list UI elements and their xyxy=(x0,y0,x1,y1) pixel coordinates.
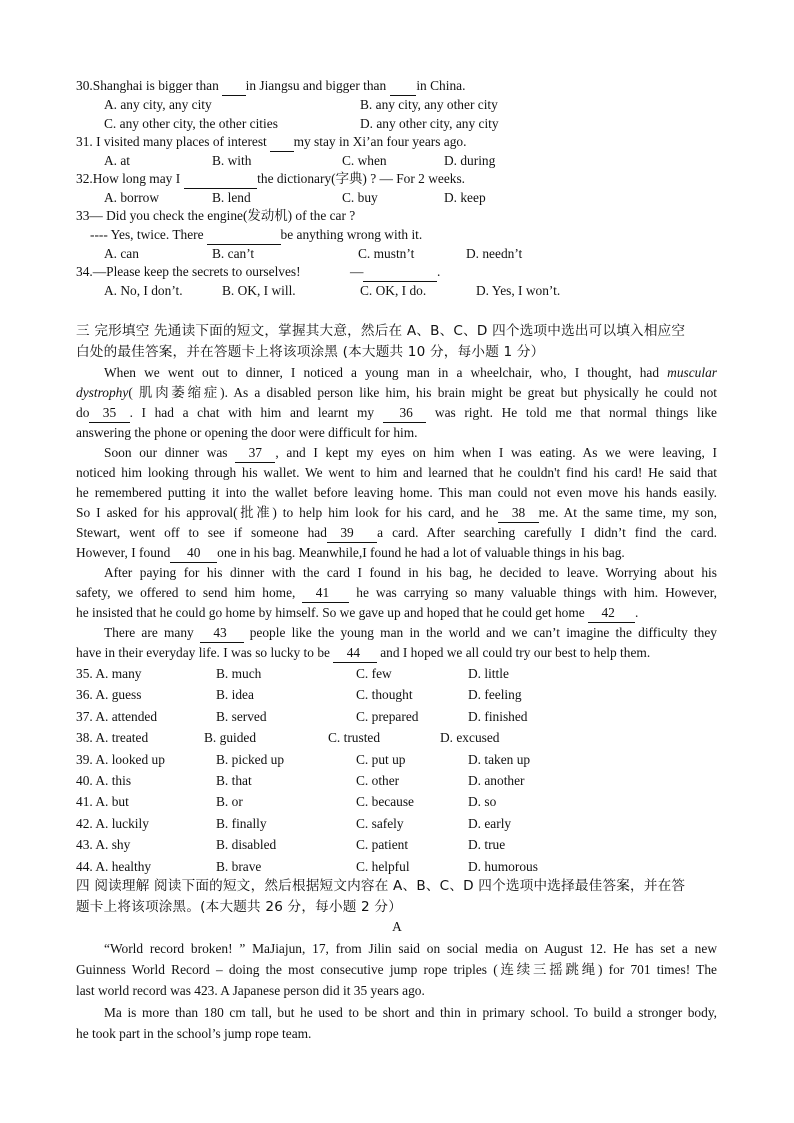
text-span: ( 肌肉萎缩症). As a disabled person like him, his brain might be great but physically he could not xyxy=(128,385,717,400)
italic-term: dystrophy xyxy=(76,385,129,400)
answer-blank[interactable]: 44 xyxy=(333,644,377,663)
cloze-option-c[interactable]: C. few xyxy=(356,666,392,681)
text-span: I visited many places of interest xyxy=(92,134,271,149)
cloze-option-row: 36. A. guess xyxy=(76,687,142,703)
question-31-option-d[interactable]: D. during xyxy=(444,153,496,168)
cloze-option-row: 37. A. attended xyxy=(76,708,158,724)
cloze-option-d[interactable]: D. finished xyxy=(468,708,528,724)
section-4-heading: 四 阅读理解 阅读下面的短文，然后根据短文内容在 A、B、C、D 四个选项中选择最佳答案，并在答 xyxy=(76,878,686,894)
text-span: he insisted that he could go home by himself. So we gave up and hoped that he could get home xyxy=(76,605,589,620)
question-33-stem: 33— Did you check the engine(发动机) of the car ? xyxy=(76,208,356,223)
cloze-option-d[interactable]: D. taken up xyxy=(468,751,531,767)
text-span: the dictionary(字典) ? — For 2 weeks. xyxy=(257,171,466,186)
cloze-option-d[interactable]: D. feeling xyxy=(468,687,522,703)
question-30-option-a[interactable]: A. any city, any city xyxy=(104,97,212,112)
cloze-option-row: 39. A. looked up xyxy=(76,751,165,767)
text-span: — Did you check the engine(发动机) of the car ? xyxy=(89,208,356,223)
cloze-option-c[interactable]: C. trusted xyxy=(328,730,381,746)
question-34-option-b[interactable]: B. OK, I will. xyxy=(222,283,296,298)
cloze-option-d[interactable]: D. little xyxy=(468,666,509,681)
text-span: So I asked for his approval(批准) to help him look for his card, and he xyxy=(76,505,499,520)
text-span: noticed him looking through his wallet. We went to him and learned that he couldn't find his card! He said that xyxy=(76,465,717,480)
cloze-option-d[interactable]: D. another xyxy=(468,773,525,788)
cloze-paragraph-3-line xyxy=(104,564,717,582)
text-span: in China. xyxy=(416,78,466,93)
text-span: There are many xyxy=(104,625,200,640)
answer-blank[interactable] xyxy=(363,263,437,282)
cloze-option-c[interactable]: C. thought xyxy=(356,687,413,703)
text-span: — xyxy=(350,264,364,279)
italic-term: muscular xyxy=(667,365,717,380)
text-span: After paying for his dinner with the card I found in his bag, he decided to leave. Worrying about his xyxy=(104,565,717,580)
cloze-option-c[interactable]: C. prepared xyxy=(356,708,419,724)
cloze-paragraph-2-line xyxy=(76,484,717,502)
answer-blank[interactable] xyxy=(184,170,258,189)
text-span: have in their everyday life. I was so lucky to be xyxy=(76,645,334,660)
answer-blank[interactable]: 39 xyxy=(327,524,377,543)
cloze-paragraph-2-line xyxy=(76,504,717,523)
cloze-paragraph-4-line xyxy=(104,624,717,643)
answer-blank[interactable]: 35 xyxy=(89,404,129,423)
question-34-option-c[interactable]: C. OK, I do. xyxy=(360,283,427,298)
reading-paragraph-2-line: Ma is more than 180 cm tall, but he used to be short and thin in primary school. To build a stronger body, xyxy=(104,1005,717,1020)
question-30-stem: 30.Shanghai is bigger than in Jiangsu and bigger than in China. xyxy=(76,77,465,96)
section-4-heading-cont: 题卡上将该项涂黑。(本大题共 26 分，每小题 2 分） xyxy=(76,899,403,915)
cloze-option-row: 44. A. healthy xyxy=(76,858,152,874)
question-32-option-d[interactable]: D. keep xyxy=(444,190,486,205)
text-span: safety, we offered to send him home, xyxy=(76,585,303,600)
cloze-option-b[interactable]: B. or xyxy=(216,794,243,810)
cloze-option-c[interactable]: C. put up xyxy=(356,751,406,767)
text-span: he was carrying so many valuable things with him. However, xyxy=(349,585,717,600)
cloze-option-c[interactable]: C. patient xyxy=(356,837,409,853)
text-span: was right. He told me that normal things like xyxy=(426,405,717,420)
text-span: ---- Yes, twice. There xyxy=(90,227,207,242)
text-span: be anything wrong with it. xyxy=(280,227,423,242)
section-3-heading: 三 完形填空 先通读下面的短文，掌握其大意，然后在 A、B、C、D 四个选项中选出可以填入相应空 xyxy=(76,323,686,339)
text-span: my stay in Xi’an four years ago. xyxy=(293,134,467,149)
text-span: How long may I xyxy=(92,171,184,186)
question-32-option-b[interactable]: B. lend xyxy=(212,190,251,205)
answer-blank[interactable] xyxy=(207,226,281,245)
text-span: and I hoped we all could try our best to help them. xyxy=(376,645,651,660)
cloze-paragraph-3-line xyxy=(76,604,638,623)
cloze-paragraph-2-line xyxy=(104,444,717,463)
cloze-paragraph-2-line xyxy=(76,464,717,482)
cloze-paragraph-1-line xyxy=(76,404,717,423)
text-span: —Please keep the secrets to ourselves! xyxy=(92,264,301,279)
reading-paragraph-1-line: Guinness World Record – doing the most consecutive jump rope triples (连续三摇跳绳) for 701 times! The xyxy=(76,962,717,977)
cloze-option-d[interactable]: D. so xyxy=(468,794,497,810)
cloze-option-row: 35. A. many xyxy=(76,666,142,681)
answer-blank[interactable]: 37 xyxy=(235,444,275,463)
answer-blank[interactable] xyxy=(270,133,293,152)
question-31-option-a[interactable]: A. at xyxy=(104,153,131,168)
text-span: one in his bag. Meanwhile,I found he had a lot of valuable things in his bag. xyxy=(217,545,625,560)
question-33-option-a[interactable]: A. can xyxy=(104,246,139,261)
section-3-heading-cont: 白处的最佳答案，并在答题卡上将该项涂黑 (本大题共 10 分，每小题 1 分） xyxy=(76,344,545,360)
cloze-option-d[interactable]: D. early xyxy=(468,815,512,831)
cloze-option-row: 38. A. treated xyxy=(76,730,149,746)
text-span: . I had a chat with him and learnt my xyxy=(129,405,383,420)
question-34-option-d[interactable]: D. Yes, I won’t. xyxy=(476,283,561,298)
reading-paragraph-2-line: he took part in the school’s jump rope team. xyxy=(76,1026,312,1041)
text-span: me. At the same time, my son, xyxy=(538,505,717,520)
reading-paragraph-1-line: “World record broken! ” MaJiajun, 17, from Jilin said on social media on August 12. He has set a new xyxy=(104,941,717,956)
cloze-paragraph-2-line xyxy=(76,524,717,543)
question-33-option-d[interactable]: D. needn’t xyxy=(466,246,523,261)
cloze-option-b[interactable]: B. idea xyxy=(216,687,254,703)
cloze-option-row: 42. A. luckily xyxy=(76,815,149,831)
question-30-option-d[interactable]: D. any other city, any city xyxy=(360,116,499,131)
cloze-option-d[interactable]: D. humorous xyxy=(468,858,538,874)
cloze-option-b[interactable]: B. finally xyxy=(216,815,267,831)
question-30-option-b[interactable]: B. any city, any other city xyxy=(360,97,498,112)
answer-blank[interactable]: 41 xyxy=(302,584,349,603)
cloze-paragraph-1-line xyxy=(104,364,717,382)
question-32-stem: 32.How long may I the dictionary(字典) ? — For 2 weeks. xyxy=(76,170,465,189)
text-span: answering the phone or opening the door were difficult for him. xyxy=(76,425,418,440)
cloze-paragraph-3-line xyxy=(76,584,717,603)
text-span: in Jiangsu and bigger than xyxy=(245,78,390,93)
question-33-reply xyxy=(90,226,422,245)
question-31-option-b[interactable]: B. with xyxy=(212,153,252,168)
question-34-option-a[interactable]: A. No, I don’t. xyxy=(104,283,183,298)
text-span: However, I found xyxy=(76,545,171,560)
text-span: . xyxy=(437,264,441,279)
question-30-option-c[interactable]: C. any other city, the other cities xyxy=(104,116,278,131)
answer-blank[interactable]: 43 xyxy=(200,624,244,643)
cloze-option-b[interactable]: B. brave xyxy=(216,858,262,874)
question-34-reply xyxy=(350,263,440,282)
cloze-option-b[interactable]: B. picked up xyxy=(216,751,285,767)
cloze-option-b[interactable]: B. disabled xyxy=(216,837,277,853)
question-31-option-c[interactable]: C. when xyxy=(342,153,387,168)
question-33-option-b[interactable]: B. can’t xyxy=(212,246,255,261)
question-32-option-c[interactable]: C. buy xyxy=(342,190,378,205)
cloze-option-b[interactable]: B. that xyxy=(216,773,252,788)
cloze-option-row: 41. A. but xyxy=(76,794,129,810)
answer-blank[interactable]: 40 xyxy=(170,544,217,563)
text-span: Soon our dinner was xyxy=(104,445,236,460)
cloze-option-d[interactable]: D. excused xyxy=(440,730,500,746)
cloze-option-c[interactable]: C. helpful xyxy=(356,858,410,874)
cloze-option-c[interactable]: C. because xyxy=(356,794,415,810)
cloze-paragraph-1-line xyxy=(76,424,418,442)
text-span: Stewart, went off to see if someone had xyxy=(76,525,327,540)
question-32-option-a[interactable]: A. borrow xyxy=(104,190,160,205)
answer-blank[interactable]: 36 xyxy=(383,404,427,423)
text-span: a card. After searching carefully I didn’t find the card. xyxy=(377,525,717,540)
cloze-option-b[interactable]: B. served xyxy=(216,708,267,724)
text-span: people like the young man in the world and we can’t imagine the difficulty they xyxy=(243,625,717,640)
question-31-stem: 31. I visited many places of interest my stay in Xi’an four years ago. xyxy=(76,133,466,152)
text-span: . xyxy=(634,605,639,620)
passage-label: A xyxy=(392,919,402,934)
text-span: , and I kept my eyes on him when I was eating. As we were leaving, I xyxy=(275,445,717,460)
cloze-option-b[interactable]: B. guided xyxy=(204,730,257,746)
cloze-option-b[interactable]: B. much xyxy=(216,666,262,681)
cloze-option-c[interactable]: C. other xyxy=(356,773,400,788)
text-span: he remembered putting it into the wallet before leaving home. This man could not even move his hands easily. xyxy=(76,485,717,500)
cloze-option-c[interactable]: C. safely xyxy=(356,815,404,831)
cloze-paragraph-2-line xyxy=(76,544,625,563)
answer-blank[interactable]: 38 xyxy=(498,504,538,523)
answer-blank[interactable] xyxy=(222,77,245,96)
question-34-stem: 34.—Please keep the secrets to ourselves! xyxy=(76,264,301,279)
cloze-option-row: 40. A. this xyxy=(76,773,132,788)
cloze-paragraph-4-line xyxy=(76,644,650,663)
cloze-option-d[interactable]: D. true xyxy=(468,837,506,853)
question-33-option-c[interactable]: C. mustn’t xyxy=(358,246,415,261)
cloze-paragraph-1-line xyxy=(76,384,717,402)
text-span: When we went out to dinner, I noticed a young man in a wheelchair, who, I thought, had xyxy=(104,365,668,380)
cloze-option-row: 43. A. shy xyxy=(76,837,131,853)
answer-blank[interactable]: 42 xyxy=(588,604,635,623)
reading-paragraph-1-line: last world record was 423. A Japanese person did it 35 years ago. xyxy=(76,983,425,998)
answer-blank[interactable] xyxy=(390,77,417,96)
text-span: Shanghai is bigger than xyxy=(92,78,223,93)
text-span: do xyxy=(76,405,90,420)
